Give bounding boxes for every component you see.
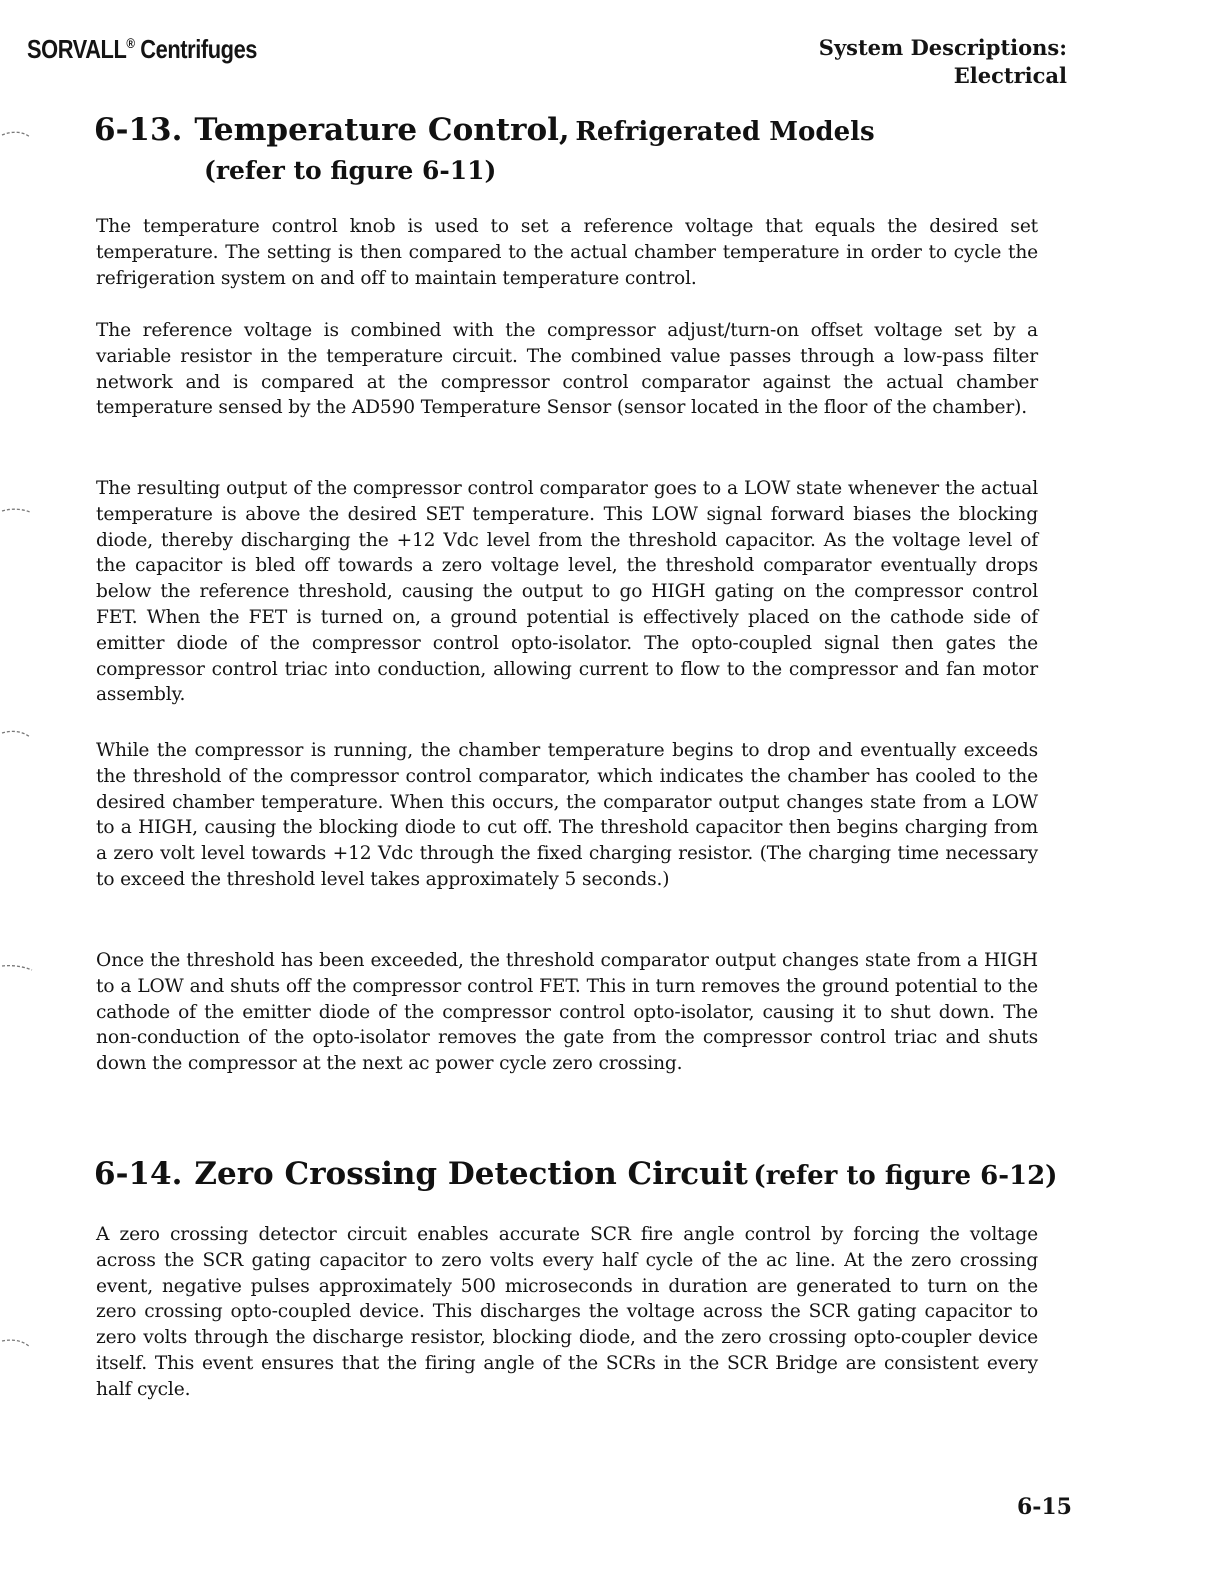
- margin-mark-icon: [0, 728, 36, 738]
- margin-mark-icon: [0, 128, 36, 138]
- section-figure-reference: (refer to figure 6-12): [753, 1161, 1058, 1191]
- margin-mark-icon: [0, 506, 36, 516]
- header-brand: [27, 34, 257, 65]
- product-name: Centrifuges: [140, 34, 258, 64]
- header-section: [819, 34, 1067, 90]
- section-subtitle: Refrigerated Models: [575, 117, 875, 147]
- paragraph: The reference voltage is combined with the compressor adjust/turn-on offset voltage set by a variable resistor in the temperature circuit. The combined value passes through a low-pass filter network and is compared at the compressor control comparator against the actual chamber temperature sensed by the AD590 Temperature Sensor (sensor located in the floor of the chamber).: [96, 320, 1038, 419]
- brand-name: SORVALL: [27, 34, 127, 64]
- section-heading-6-13: [94, 112, 875, 185]
- paragraph: The temperature control knob is used to set a reference voltage that equals the desired set temperature. The setting is then compared to the actual chamber temperature in order to cycle the refrigeration system on and off to maintain temperature control.: [96, 216, 1038, 289]
- section-title: Temperature Control,: [194, 112, 570, 148]
- margin-mark-icon: [0, 961, 36, 971]
- paragraph: The resulting output of the compressor control comparator goes to a LOW state whenever the actual temperature is above the desired SET temperature. This LOW signal forward biases the blocking diode, thereby discharging the +12 Vdc level from the threshold capacitor. As the voltage level of the capacitor is bled off towards a zero voltage level, the threshold comparator eventually drops below the reference threshold, causing the output to go HIGH gating on the compressor control FET. When the FET is turned on, a ground potential is effectively placed on the cathode side of emitter diode of the compressor control opto-isolator. The opto-coupled signal then gates the compressor control triac into conduction, allowing current to flow to the compressor and fan motor assembly.: [96, 478, 1038, 706]
- registered-mark: ®: [126, 35, 135, 51]
- section-heading-6-14: [94, 1156, 1057, 1192]
- section-number: 6-14.: [94, 1156, 183, 1192]
- section-figure-reference: (refer to figure 6-11): [204, 156, 497, 185]
- section-number: 6-13.: [94, 112, 183, 148]
- paragraph: Once the threshold has been exceeded, the threshold comparator output changes state from a HIGH to a LOW and shuts off the compressor control FET. This in turn removes the ground potential to the cathode of the emitter diode of the compressor control opto-isolator, causing it to shut down. The non-conduction of the opto-isolator removes the gate from the compressor control triac and shuts down the compressor at the next ac power cycle zero crossing.: [96, 950, 1038, 1075]
- header-section-line1: System Descriptions:: [818, 35, 1067, 60]
- page-number: 6-15: [1016, 1494, 1072, 1520]
- margin-mark-icon: [0, 1337, 36, 1347]
- header-section-line2: Electrical: [953, 63, 1067, 88]
- paragraph: While the compressor is running, the chamber temperature begins to drop and eventually exceeds the threshold of the compressor control comparator, which indicates the chamber has cooled to the desired chamber temperature. When this occurs, the comparator output changes state from a LOW to a HIGH, causing the blocking diode to cut off. The threshold capacitor then begins charging from a zero volt level towards +12 Vdc through the fixed charging resistor. (The charging time necessary to exceed the threshold level takes approximately 5 seconds.): [96, 740, 1038, 890]
- section-title: Zero Crossing Detection Circuit: [194, 1156, 748, 1192]
- paragraph: A zero crossing detector circuit enables accurate SCR fire angle control by forcing the voltage across the SCR gating capacitor to zero volts every half cycle of the ac line. At the zero crossing event, negative pulses approximately 500 microseconds in duration are generated to turn on the zero crossing opto-coupled device. This discharges the voltage across the SCR gating capacitor to zero volts through the discharge resistor, blocking diode, and the zero crossing opto-coupler device itself. This event ensures that the firing angle of the SCRs in the SCR Bridge are consistent every half cycle.: [96, 1224, 1038, 1400]
